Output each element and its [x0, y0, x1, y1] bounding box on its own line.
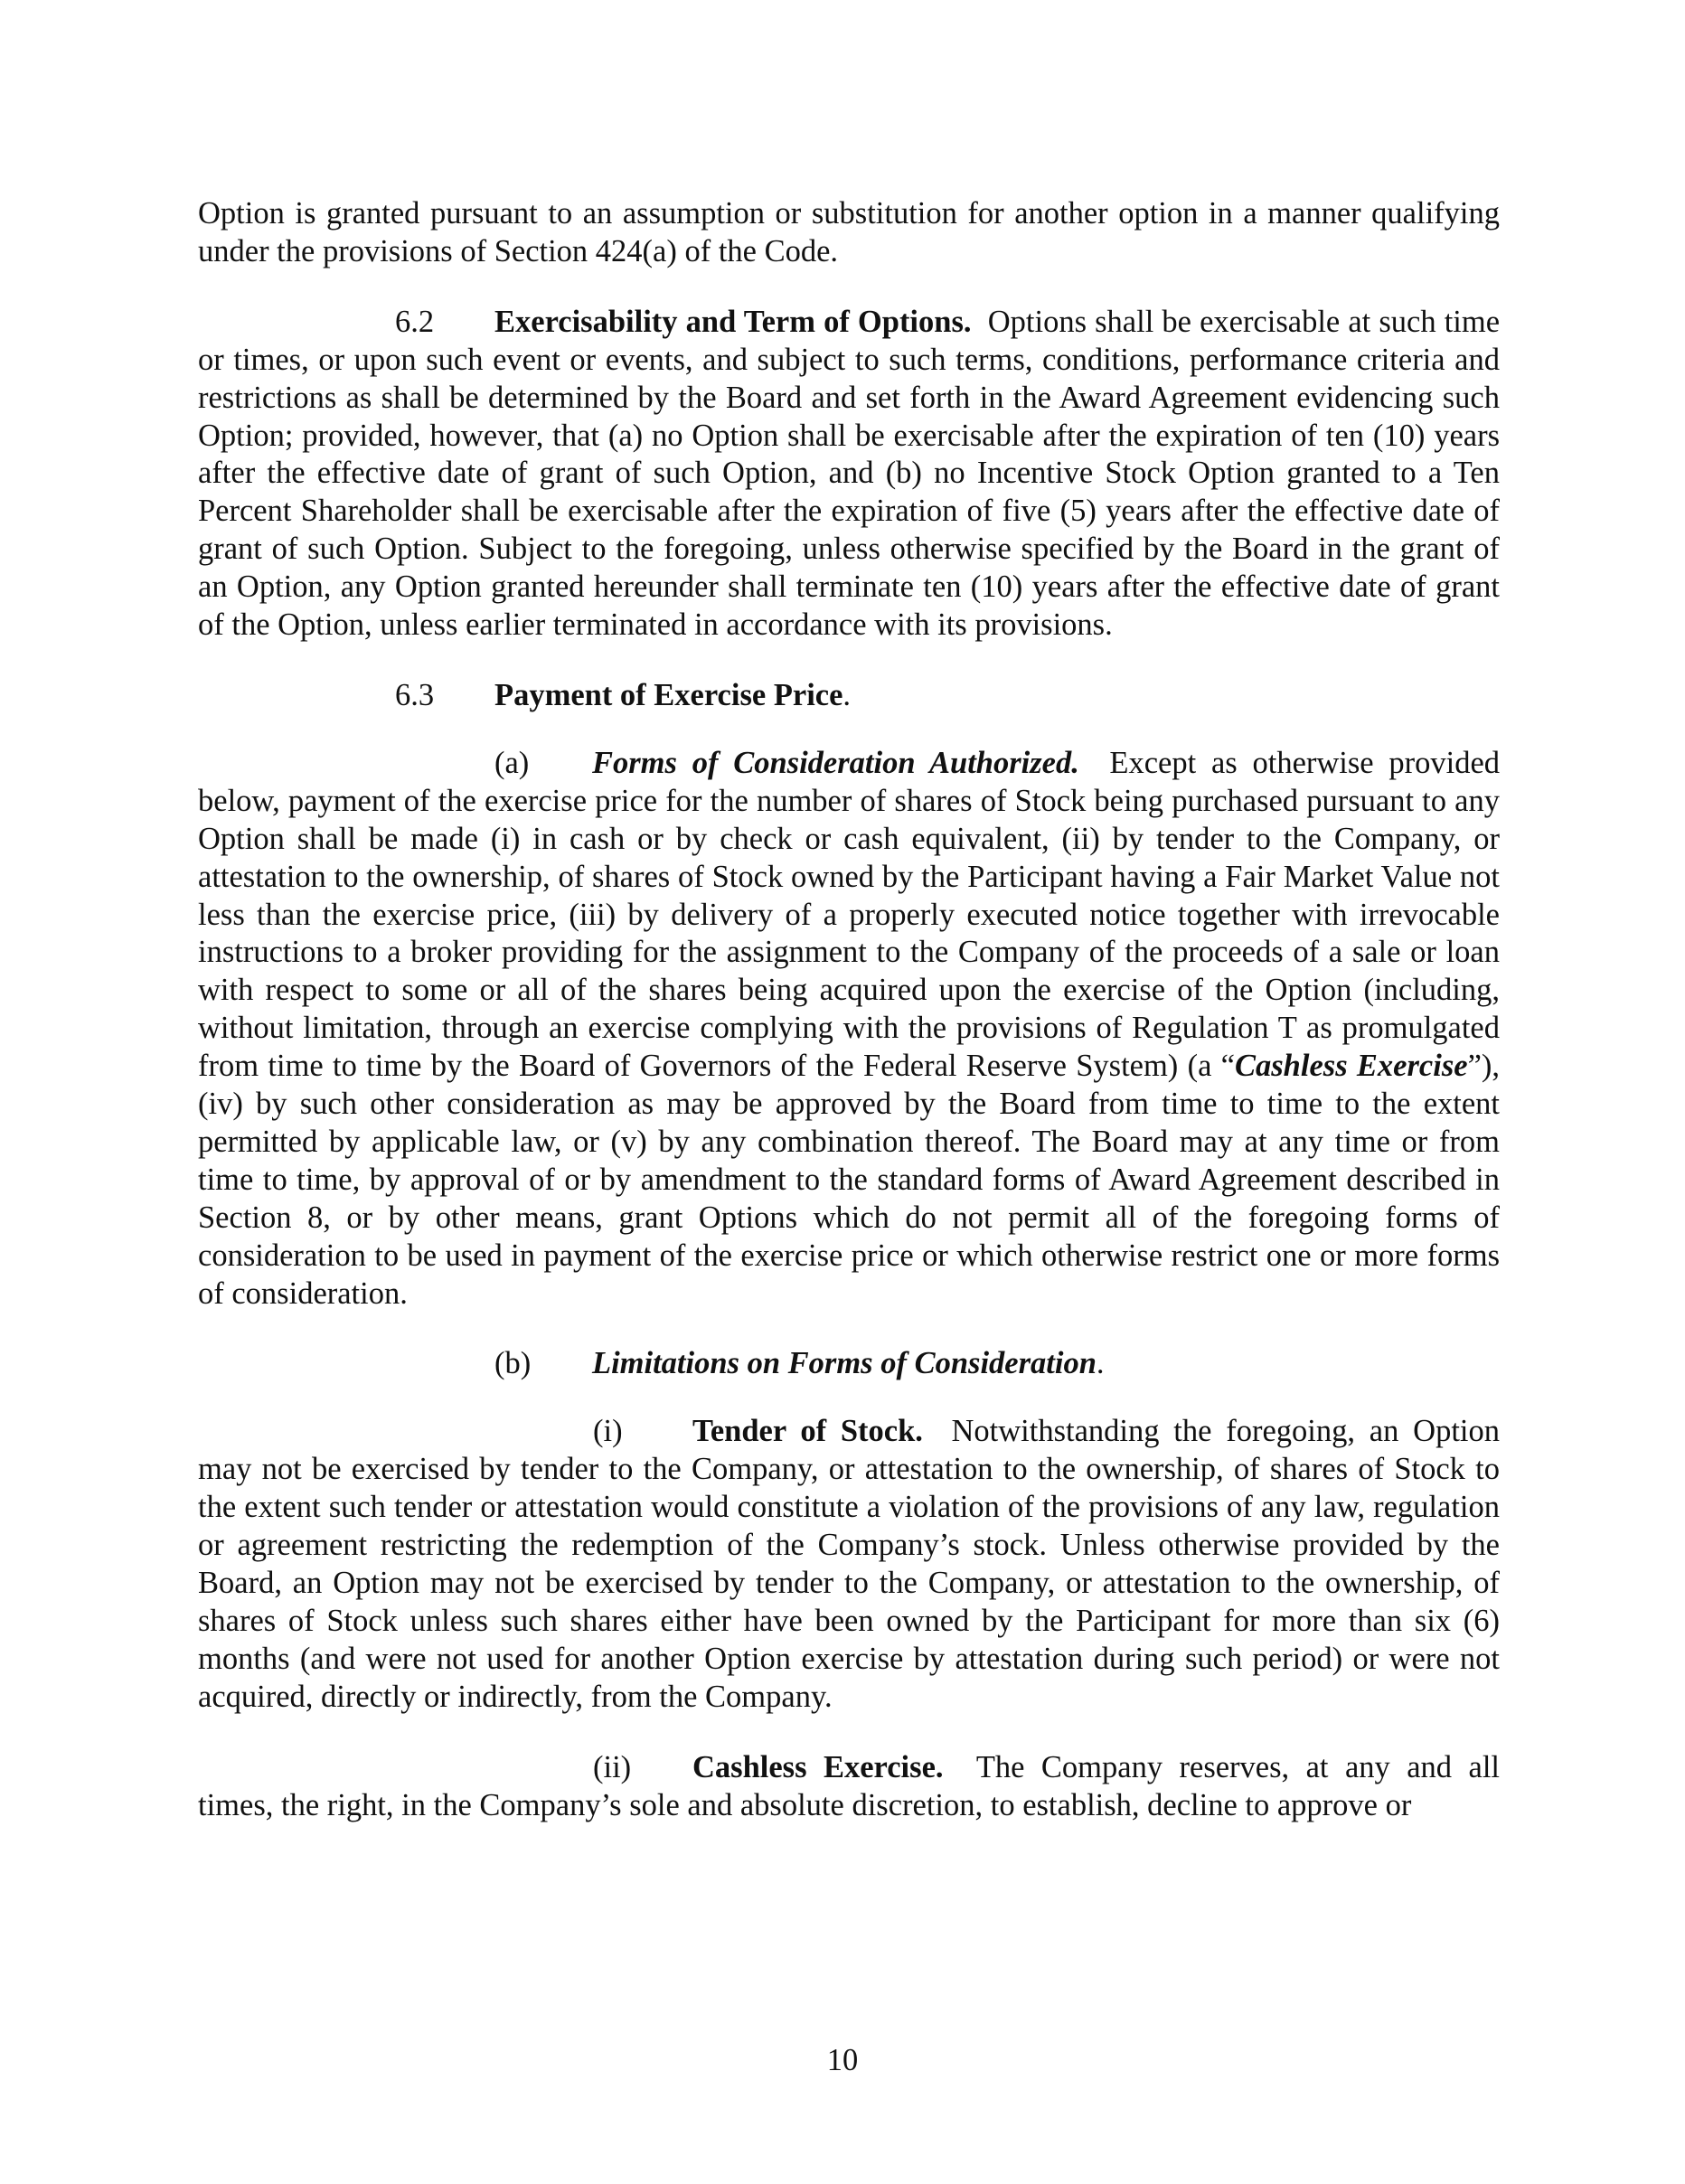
subsection-a-paragraph: [198, 745, 1500, 1313]
subsection-text-continued: ”), (iv) by such other consideration as may be approved by the Board from time to time to the extent permitted by applicable law, or (v) by any combination thereof. The Board may at any time or from time to time, by approval of or by amendment to the standard forms of Award Agreement described in Section 8, or by other means, grant Options which do not permit all of the foregoing forms of consideration to be used in payment of the exercise price or which otherwise restrict one or more forms of consideration.: [198, 1049, 1500, 1311]
clause-heading: Cashless Exercise.: [692, 1749, 944, 1784]
section-heading: Exercisability and Term of Options.: [494, 304, 972, 339]
page-body: [198, 195, 1500, 1824]
clause-number: (ii): [593, 1749, 632, 1784]
section-number: 6.2: [395, 304, 435, 339]
heading-period: .: [842, 677, 852, 712]
section-number: 6.3: [395, 677, 435, 712]
defined-term: Cashless Exercise: [1235, 1049, 1468, 1084]
intro-paragraph: Option is granted pursuant to an assumption or substitution for another option in a manner qualifying under the provisions of Section 424(a) of the Code.: [198, 196, 1500, 268]
section-text: Options shall be exercisable at such time or times, or upon such event or events, and subject to such terms, conditions, performance criteria and restrictions as shall be determined by the Board and set forth in the Award Agreement evidencing such Option; provided, however, that (a) no Option shall be exercisable after the expiration of ten (10) years after the effective date of grant of such Option, and (b) no Incentive Stock Option granted to a Ten Percent Shareholder shall be exercisable after the expiration of five (5) years after the effective date of grant of such Option. Subject to the foregoing, unless otherwise specified by the Board in the grant of an Option, any Option granted hereunder shall terminate ten (10) years after the effective date of grant of the Option, unless earlier terminated in accordance with its provisions.: [198, 304, 1501, 643]
subsection-heading: Forms of Consideration Authorized.: [592, 745, 1079, 780]
subsection-text: Except as otherwise provided below, payment of the exercise price for the number of shares of Stock being purchased pursuant to any Option shall be made (i) in cash or by check or cash equivalent, (ii) by tender to the Company, or attestation to the ownership, of shares of Stock owned by the Participant having a Fair Market Value not less than the exercise price, (iii) by delivery of a properly executed notice together with irrevocable instructions to a broker providing for the assignment to the Company of the proceeds of a sale or loan with respect to some or all of the shares being acquired upon the exercise of the Option (including, without limitation, through an exercise complying with the provisions of Regulation T as promulgated from time to time by the Board of Governors of the Federal Reserve System) (a “: [198, 745, 1501, 1084]
subsection-number: (a): [494, 745, 530, 780]
heading-period: .: [1096, 1346, 1105, 1381]
clause-heading: Tender of Stock.: [692, 1414, 923, 1449]
clause-number: (i): [593, 1414, 623, 1449]
subsection-number: (b): [494, 1346, 532, 1381]
clause-text: Notwithstanding the foregoing, an Option may not be exercised by tender to the Company, or attestation to the ownership, of shares of Stock to the extent such tender or attestation would constitute a violation of the provisions of any law, regulation or agreement restricting the redemption of the Company’s stock. Unless otherwise provided by the Board, an Option may not be exercised by tender to the Company, or attestation to the ownership, of shares of Stock unless such shares either have been owned by the Participant for more than six (6) months (and were not used for another Option exercise by attestation during such period) or were not acquired, directly or indirectly, from the Company.: [198, 1414, 1500, 1714]
clause-i-paragraph: [198, 1413, 1500, 1716]
section-6-3-paragraph: [198, 677, 1500, 715]
clause-text: The Company reserves, at any and all times, the right, in the Company’s sole and absolute discretion, to establish, decline to approve or: [198, 1749, 1500, 1822]
clause-ii-paragraph: [198, 1749, 1500, 1825]
section-heading: Payment of Exercise Price: [494, 677, 843, 712]
section-6-2-paragraph: [198, 304, 1500, 645]
page-number: 10: [826, 2043, 859, 2077]
subsection-b-paragraph: [198, 1345, 1500, 1383]
subsection-heading: Limitations on Forms of Consideration: [592, 1346, 1097, 1381]
